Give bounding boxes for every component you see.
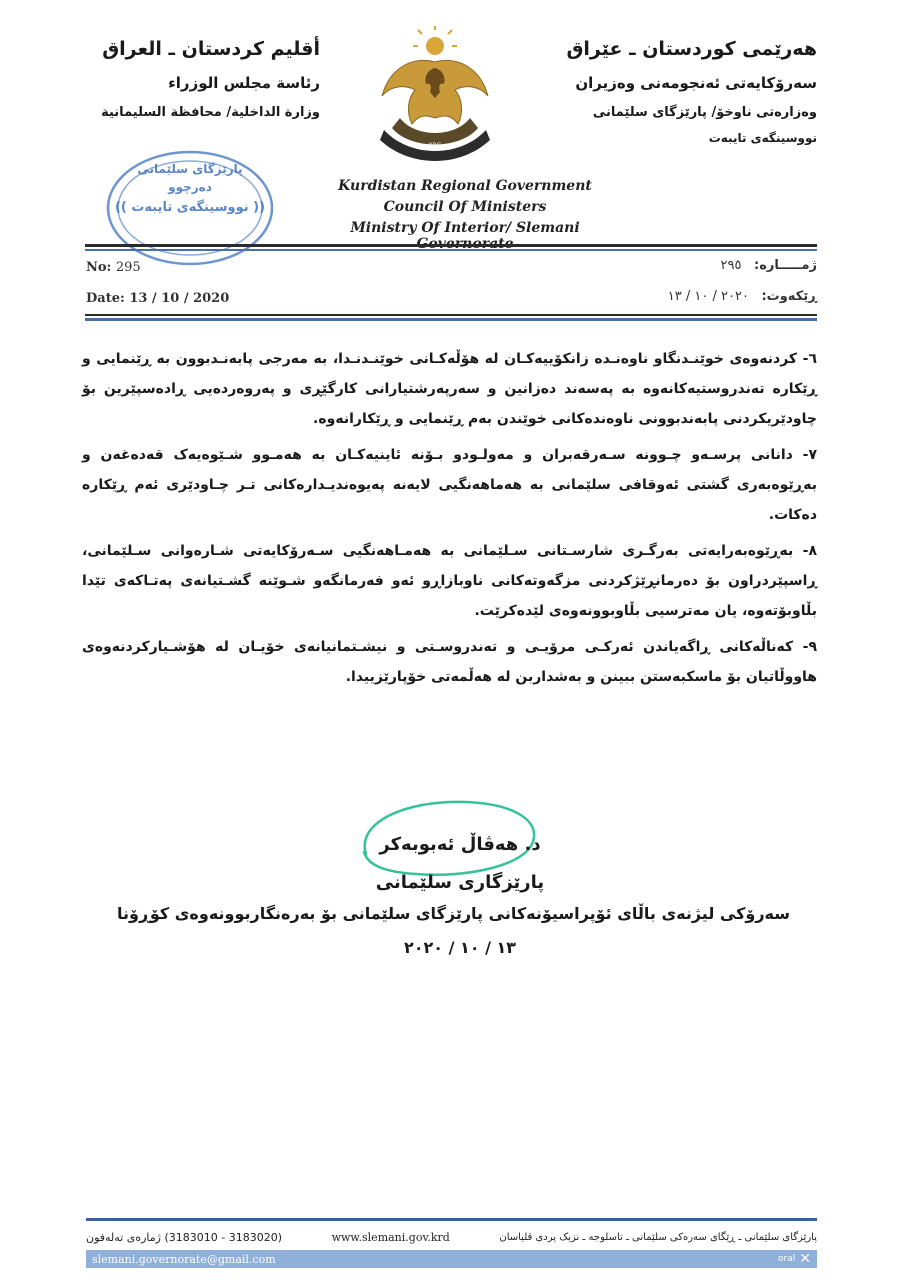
region-title-kurdish: هەرێمی کوردستان ـ عێراق	[566, 38, 817, 60]
footer-phones: (3183020 - 3183010) ژمارەی تەلەفون	[86, 1230, 283, 1244]
footer-brand	[778, 1251, 811, 1267]
stamp-line-1: پارێزگای سلێمانی	[137, 162, 243, 176]
number-label: No:	[86, 260, 112, 275]
stamp-line-2: دەرچوو	[168, 180, 212, 194]
document-date	[86, 291, 229, 306]
ministry-title-kurdish: وەزارەتی ناوخۆ/ پارێزگای سلێمانی	[592, 105, 817, 120]
header-divider	[85, 244, 817, 247]
kurdish-number-label: ژمـــــارە:	[754, 258, 817, 273]
number-value: 295	[115, 260, 141, 275]
kurdish-number-value: ٢٩٥	[720, 258, 742, 273]
svg-text:KRG: KRG	[428, 142, 442, 149]
paragraph-8: ٨- بەڕێوەبەرایەتی بەرگـری شارسـتانی سـلێمانی بە هەمـاهەنگیی سـەرۆکایەتی شـارەوانی سـلێمانی، ڕاسپێردراون بۆ دەرمانڕێژکردنی مزگەوتەکانی ناوبازاڕو ئەو فەرمانگەو شـوێنە گشـتیانەی پەتـاکەی تێدا بڵاوبۆتەوە، یان مەترسیی بڵاوبوونەوەی لێدەکرێت.	[82, 543, 817, 619]
header-arabic	[80, 38, 320, 131]
english-council-name: Council Of Ministers	[383, 199, 547, 215]
brand-label: oral	[778, 1254, 796, 1264]
footer-bar	[86, 1250, 817, 1268]
date-label: Date:	[86, 291, 125, 306]
document-number	[86, 260, 141, 275]
footer-address: پارێزگای سلێمانی ـ ڕێگای سەرەکی سلێمانی ـ تاسلوجە ـ نزیک پردی قلیاسان	[499, 1231, 817, 1243]
document-date-kurdish	[597, 289, 817, 304]
header-divider-blue	[85, 249, 817, 251]
signatory-name: د. هەڤاڵ ئەبوبەکر	[379, 834, 541, 855]
letter-body	[82, 344, 817, 698]
date-value: 13 / 10 / 2020	[129, 291, 230, 306]
region-title-arabic: أقليم كردستان ـ العراق	[102, 38, 320, 60]
stamp-line-3: (( نووسینگەی تایبەت ))	[114, 200, 266, 215]
brand-x-icon: ✕	[799, 1251, 811, 1267]
signatory-role: سەرۆکی لیژنەی باڵای ئۆپراسیۆنەکانی پارێزگای سلێمانی بۆ بەرەنگاربوونەوەی کۆڕۆنا	[117, 904, 790, 923]
kurdish-date-label: ڕێکەوت:	[761, 289, 817, 304]
meta-divider	[85, 314, 817, 316]
footer-divider	[86, 1218, 817, 1221]
meta-divider-blue	[85, 318, 817, 321]
footer-email[interactable]: slemani.governorate@gmail.com	[92, 1252, 276, 1266]
council-title-kurdish: سەرۆکایەتی ئەنجومەنی وەزیران	[575, 74, 817, 92]
signatory-title: پارێزگاری سلێمانی	[375, 872, 545, 893]
paragraph-6: ٦- کردنەوەی خوێنـدنگاو ناوەنـدە زانکۆییەکـان لە هۆڵەکـانی خوێنـدنـدا، بە مەرجی پابەنـدبوون بە ڕێنمایی و ڕێکارە تەندروستیەکانەوە بە پەسەند دەزانین و سەرپەرشتیارانی کارگێڕی و پەروەردەیی ڕادەسپێرین بۆ چاودێریکردنی پابەندبوونی ناوەندەکانی خوێندن بەم ڕێنمایی و ڕێکارانەوە.	[82, 351, 817, 427]
signature-date: ١٣ / ١٠ / ٢٠٢٠	[403, 938, 517, 957]
english-ministry-name: Ministry Of Interior/ Slemani	[350, 220, 580, 236]
footer-website[interactable]: www.slemani.gov.krd	[331, 1230, 450, 1244]
footer-contact	[86, 1228, 817, 1246]
header-kurdish	[517, 38, 817, 145]
office-title-kurdish: نووسینگەی تایبەت	[708, 131, 817, 145]
paragraph-7: ٧- دانانی پرسـەو چـوونە سـەرقەبران و مەولـودو بـۆنە ئاینیەکـان بە هەمـوو شـێوەیەک قەدەغەن و بەڕێوەبەری گشتی ئەوقافی سلێمانی بە هەماهەنگیی لایەنە پەیوەندیـدارەکانی تـر چـاودێری ئەم ڕێکارە دەکات.	[82, 447, 817, 523]
council-title-arabic: رئاسة مجلس الوزراء	[168, 74, 320, 92]
krg-emblem-icon	[360, 26, 510, 176]
kurdish-date-value: ٢٠٢٠ / ١٠ / ١٣	[667, 289, 749, 304]
office-stamp	[104, 146, 276, 270]
document-number-kurdish	[597, 258, 817, 273]
ministry-title-arabic: وزارة الداخلية/ محافظة السليمانية	[101, 105, 320, 120]
english-government-name: Kurdistan Regional Government	[338, 178, 592, 194]
paragraph-9: ٩- کەناڵەکانی ڕاگەیاندن ئەرکـی مرۆیـی و تەندروسـتی و نیشـتمانیانەی خۆیـان لە هۆشـیارکردنەوەی هاووڵاتیان بۆ ماسکبەستن ببینن و بەشداربن لە هەڵمەتی خۆپارێزییدا.	[82, 639, 817, 685]
